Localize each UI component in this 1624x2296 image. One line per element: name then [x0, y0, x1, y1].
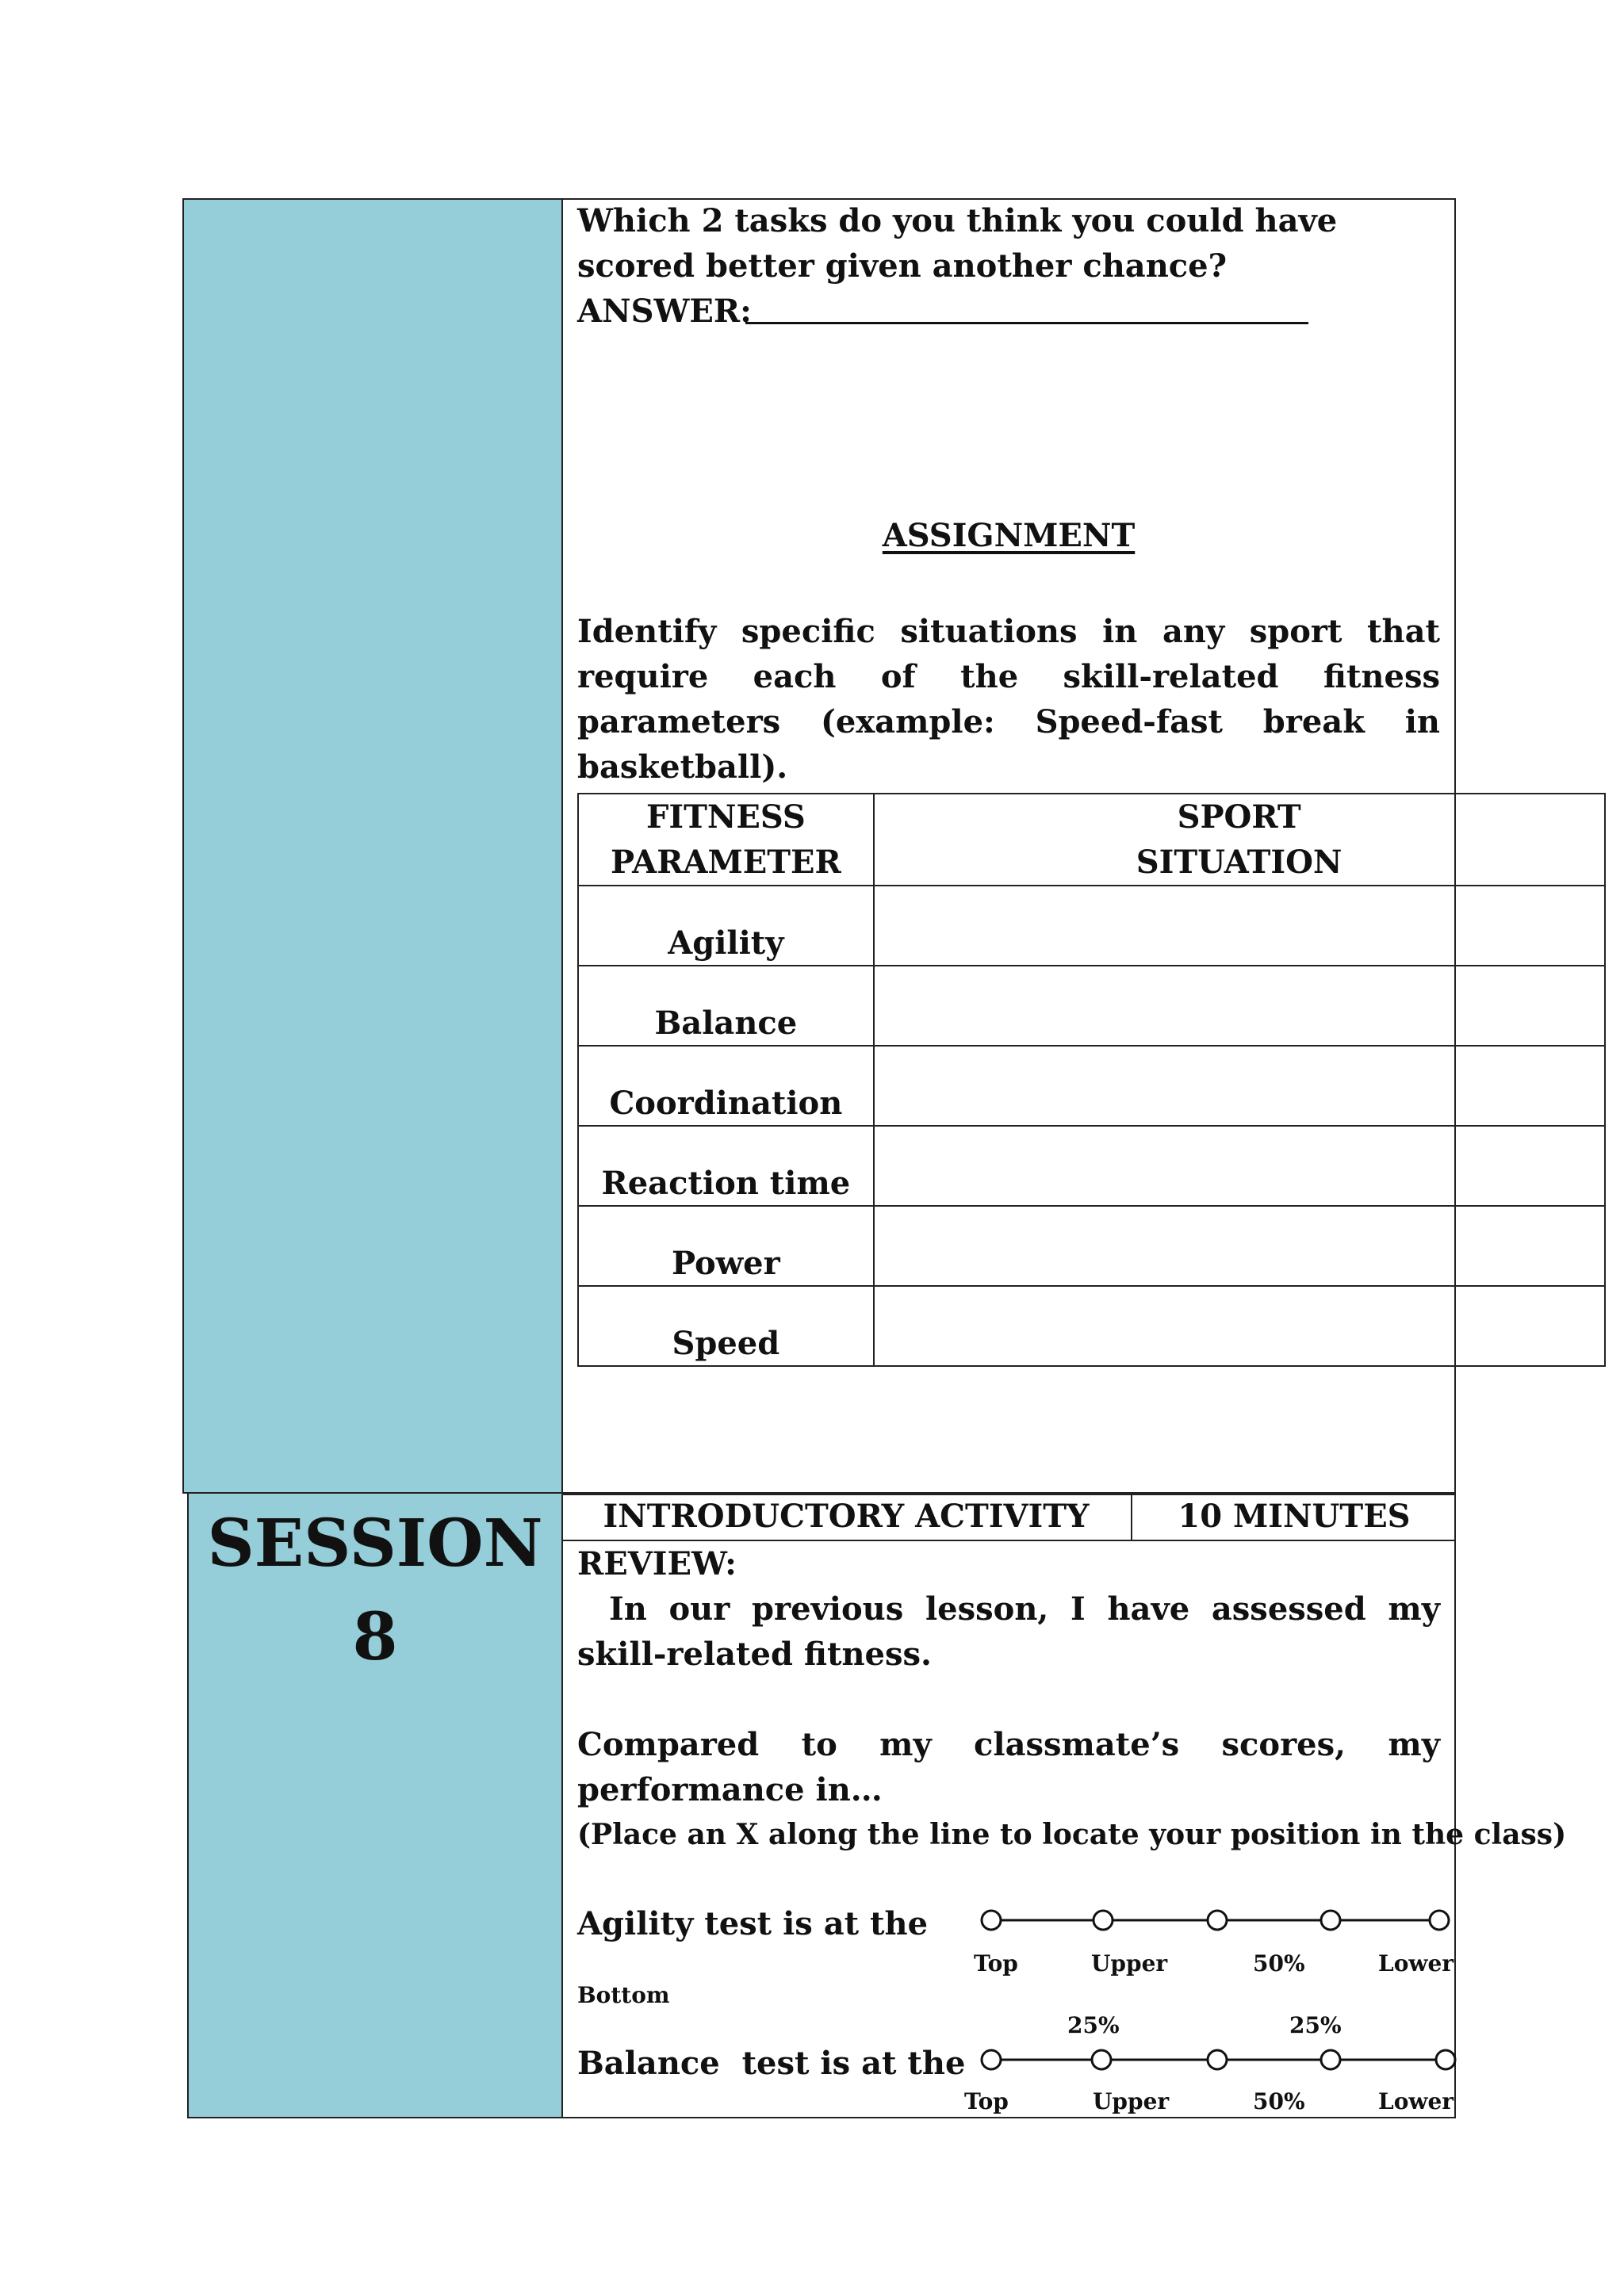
agility-tick-50: 50% [1253, 1950, 1305, 1976]
activity-duration: 10 MINUTES [1132, 1494, 1456, 1541]
agility-tick-top: Top [974, 1950, 1018, 1976]
table-row [578, 1206, 1605, 1286]
agility-scale-label: Agility test is at the [577, 1905, 929, 1942]
table-row [578, 1126, 1605, 1206]
balance-tick-top: Top [964, 2088, 1009, 2114]
reflection-question: Which 2 tasks do you think you could have scored better given another chance? [577, 202, 1338, 285]
agility-tick-lower: Lower [1378, 1950, 1454, 1976]
session-heading [187, 1497, 563, 1684]
activity-name: INTRODUCTORY ACTIVITY [561, 1494, 1132, 1541]
situation-cell[interactable] [874, 1126, 1605, 1206]
situation-cell[interactable] [874, 886, 1605, 966]
side-panel-top [182, 198, 563, 1494]
parameter-cell: Speed [578, 1286, 874, 1366]
agility-tick-25-upper: 25% [1067, 2012, 1120, 2038]
table-row [578, 1286, 1605, 1366]
situation-cell[interactable] [874, 1286, 1605, 1366]
parameter-cell: Reaction time [578, 1126, 874, 1206]
table-row [578, 966, 1605, 1046]
table-header-row [578, 794, 1605, 886]
situation-cell[interactable] [874, 1046, 1605, 1126]
balance-scale-label: Balance test is at the [577, 2045, 966, 2082]
assignment-instructions: Identify specific situations in any sport that require each of the skill-related fitness parameters (example: Speed-fast break in basketball). [577, 613, 1440, 786]
answer-line[interactable] [745, 322, 1308, 324]
col-header-sport-situation: SPORT SITUATION [874, 794, 1605, 886]
table-row [578, 886, 1605, 966]
situation-cell[interactable] [874, 1206, 1605, 1286]
agility-scale-line[interactable] [975, 1906, 1459, 1938]
balance-scale-line[interactable] [975, 2045, 1459, 2077]
balance-tick-50: 50% [1253, 2088, 1305, 2114]
review-heading: REVIEW: [577, 1545, 737, 1582]
parameter-cell: Power [578, 1206, 874, 1286]
table-row [578, 1046, 1605, 1126]
agility-tick-upper: Upper [1091, 1950, 1168, 1976]
agility-tick-bottom: Bottom [577, 1982, 670, 2008]
parameter-cell: Balance [578, 966, 874, 1046]
review-compare: Compared to my classmate’s scores, my performance in… [577, 1726, 1440, 1808]
assignment-title: ASSIGNMENT [882, 517, 1136, 554]
review-intro: In our previous lesson, I have assessed my skill-related fitness. [577, 1590, 1440, 1673]
answer-label: ANSWER: [577, 293, 752, 330]
balance-tick-upper: Upper [1093, 2088, 1170, 2114]
situation-cell[interactable] [874, 966, 1605, 1046]
fitness-table [577, 793, 1606, 1367]
parameter-cell: Coordination [578, 1046, 874, 1126]
session-label: SESSION [207, 1506, 543, 1582]
agility-tick-25-lower: 25% [1289, 2012, 1342, 2038]
review-instruction: (Place an X along the line to locate your position in the class) [577, 1818, 1567, 1851]
session-number: 8 [352, 1599, 398, 1675]
col-header-fitness-parameter: FITNESS PARAMETER [578, 794, 874, 886]
balance-tick-lower: Lower [1378, 2088, 1454, 2114]
parameter-cell: Agility [578, 886, 874, 966]
